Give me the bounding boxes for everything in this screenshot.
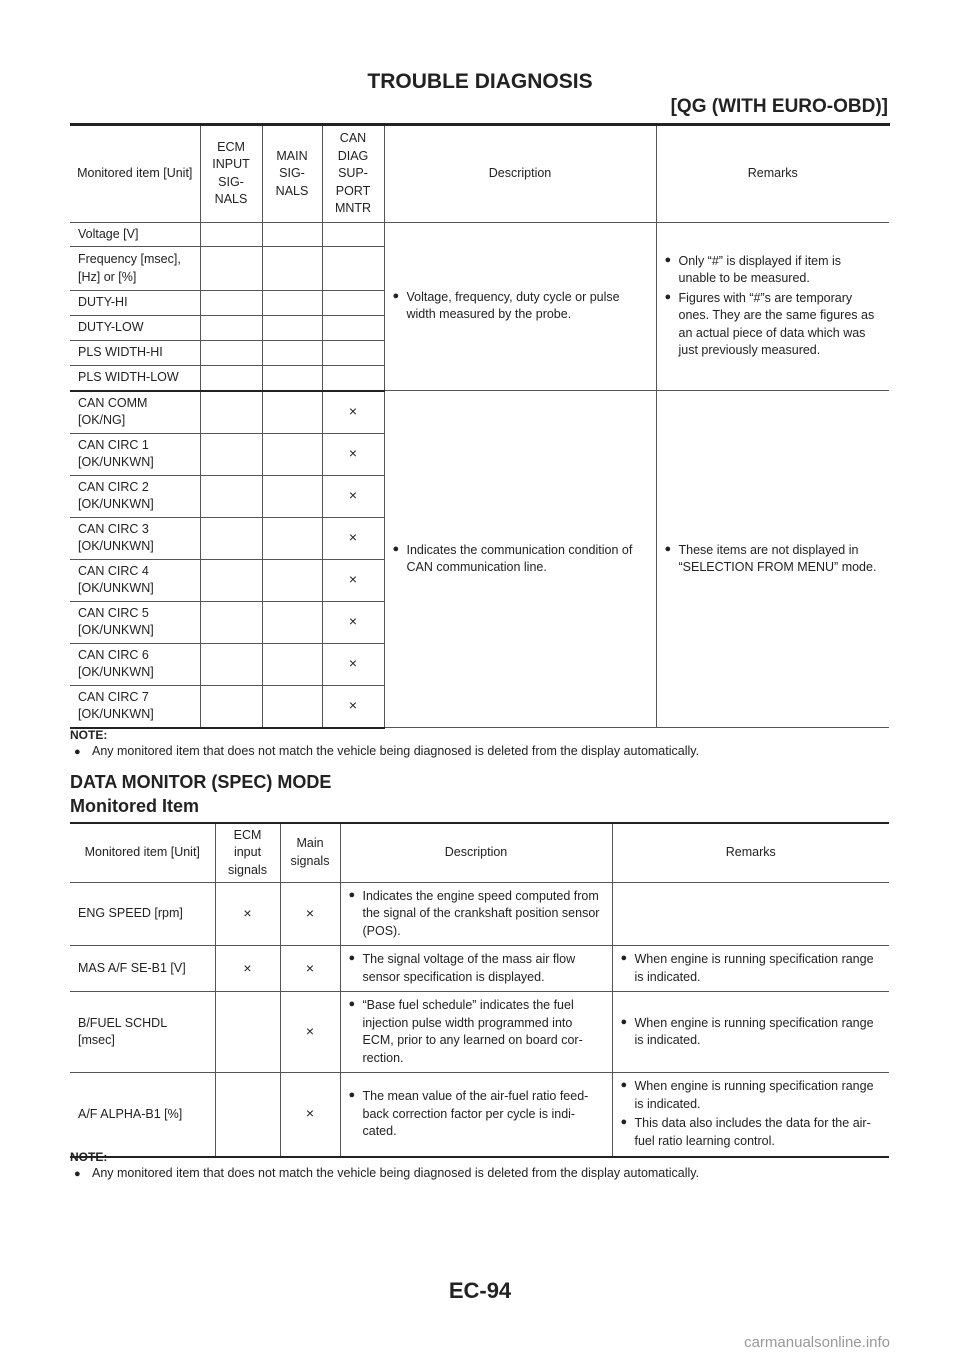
remarks-list — [621, 1015, 882, 1050]
col-header-item: Monitored item [Unit] — [70, 126, 200, 222]
monitored-item: CAN CIRC 3 [OK/UNKWN] — [70, 517, 200, 559]
empty-cell — [262, 685, 322, 728]
table-row — [70, 992, 889, 1073]
note-text: Any monitored item that does not match the vehicle being diagnosed is deleted from the display automatically. — [92, 744, 700, 758]
monitored-item: DUTY-LOW — [70, 316, 200, 341]
remarks-list — [621, 951, 882, 986]
remarks-list — [665, 542, 882, 577]
description-cell — [384, 222, 656, 391]
spec-monitored-items-table — [70, 824, 889, 1158]
monitored-item: CAN CIRC 6 [OK/UNKWN] — [70, 643, 200, 685]
empty-cell — [200, 316, 262, 341]
remarks-list — [621, 1078, 882, 1150]
section-heading: DATA MONITOR (SPEC) MODE — [70, 772, 332, 792]
col-header-main: Main signals — [280, 824, 340, 882]
main-mark: × — [280, 992, 340, 1073]
description-cell — [340, 946, 612, 992]
empty-cell — [322, 247, 384, 291]
watermark: carmanualsonline.info — [744, 1334, 890, 1351]
main-mark: × — [280, 1073, 340, 1157]
bullet-item: ● Indicates the communication condition of CAN communication line. — [393, 542, 648, 577]
empty-cell — [262, 222, 322, 247]
ecm-mark: × — [215, 882, 280, 946]
monitored-item: PLS WIDTH-LOW — [70, 366, 200, 391]
note-text: Any monitored item that does not match the vehicle being diagnosed is deleted from the display automatically. — [92, 1166, 700, 1180]
monitored-item: PLS WIDTH-HI — [70, 341, 200, 366]
description-list — [393, 289, 648, 324]
table-row — [70, 946, 889, 992]
page-subtitle: [QG (WITH EURO-OBD)] — [670, 96, 888, 117]
bullet-item: ● Voltage, frequency, duty cycle or pulse width measured by the probe. — [393, 289, 648, 324]
empty-cell — [200, 643, 262, 685]
description-cell — [340, 1073, 612, 1157]
main-mark: × — [280, 946, 340, 992]
monitored-item: DUTY-HI — [70, 291, 200, 316]
check-mark: × — [322, 517, 384, 559]
empty-cell — [200, 559, 262, 601]
empty-cell — [262, 366, 322, 391]
empty-cell — [322, 222, 384, 247]
bullet-item: ● This data also includes the data for the air-fuel ratio learning control. — [621, 1115, 882, 1150]
remarks-cell — [612, 1073, 889, 1157]
col-header-can: CAN DIAG SUP- PORT MNTR — [322, 126, 384, 222]
description-cell — [340, 992, 612, 1073]
empty-cell — [200, 601, 262, 643]
col-header-item: Monitored item [Unit] — [70, 824, 215, 882]
empty-cell — [262, 316, 322, 341]
empty-cell — [200, 291, 262, 316]
empty-cell — [200, 475, 262, 517]
col-header-description: Description — [340, 824, 612, 882]
empty-cell — [322, 366, 384, 391]
monitored-item: B/FUEL SCHDL [msec] — [70, 992, 215, 1073]
bullet-item: ● The mean value of the air-fuel ratio feed- back correction factor per cycle is indi- cated. — [349, 1088, 604, 1141]
table-row — [70, 1073, 889, 1157]
empty-cell — [262, 291, 322, 316]
empty-cell — [200, 366, 262, 391]
empty-cell — [322, 341, 384, 366]
bullet-item: ● These items are not displayed in “SELECTION FROM MENU” mode. — [665, 542, 882, 577]
bullet-item: ● “Base fuel schedule” indicates the fuel injection pulse width programmed into ECM, prior to any learned on board cor- rection. — [349, 997, 604, 1067]
bullet-item: ● When engine is running specification range is indicated. — [621, 1015, 882, 1050]
description-list — [349, 997, 604, 1067]
empty-cell — [322, 291, 384, 316]
note-2: NOTE: ● Any monitored item that does not match the vehicle being diagnosed is deleted from the display automatically. — [70, 1150, 700, 1180]
empty-cell — [262, 341, 322, 366]
note-label: NOTE: — [70, 1150, 108, 1164]
check-mark: × — [322, 475, 384, 517]
table-row — [70, 222, 889, 247]
empty-cell — [200, 517, 262, 559]
empty-cell — [200, 433, 262, 475]
col-header-ecm: ECM input signals — [215, 824, 280, 882]
empty-cell — [262, 559, 322, 601]
bullet-item: ● The signal voltage of the mass air flow sensor specification is displayed. — [349, 951, 604, 986]
empty-cell — [262, 433, 322, 475]
note-1: NOTE: ● Any monitored item that does not match the vehicle being diagnosed is deleted from the display automatically. — [70, 728, 700, 758]
monitored-item: CAN CIRC 1 [OK/UNKWN] — [70, 433, 200, 475]
description-list — [393, 542, 648, 577]
monitored-item: Voltage [V] — [70, 222, 200, 247]
col-header-remarks: Remarks — [656, 126, 889, 222]
empty-cell — [200, 391, 262, 434]
monitored-item: CAN COMM [OK/NG] — [70, 391, 200, 434]
ecm-mark — [215, 992, 280, 1073]
remarks-cell — [612, 882, 889, 946]
monitored-item: CAN CIRC 4 [OK/UNKWN] — [70, 559, 200, 601]
remarks-cell — [656, 222, 889, 391]
page-number: EC-94 — [448, 1278, 512, 1303]
check-mark: × — [322, 643, 384, 685]
monitored-item: ENG SPEED [rpm] — [70, 882, 215, 946]
monitored-item: CAN CIRC 7 [OK/UNKWN] — [70, 685, 200, 728]
empty-cell — [200, 341, 262, 366]
main-mark: × — [280, 882, 340, 946]
monitored-item: A/F ALPHA-B1 [%] — [70, 1073, 215, 1157]
empty-cell — [262, 643, 322, 685]
check-mark: × — [322, 601, 384, 643]
col-header-main: MAIN SIG- NALS — [262, 126, 322, 222]
table-row — [70, 391, 889, 434]
note-label: NOTE: — [70, 728, 108, 742]
description-cell — [340, 882, 612, 946]
col-header-remarks: Remarks — [612, 824, 889, 882]
empty-cell — [262, 391, 322, 434]
empty-cell — [262, 601, 322, 643]
monitored-item: MAS A/F SE-B1 [V] — [70, 946, 215, 992]
check-mark: × — [322, 433, 384, 475]
check-mark: × — [322, 391, 384, 434]
description-cell — [384, 391, 656, 728]
empty-cell — [200, 247, 262, 291]
page-title: TROUBLE DIAGNOSIS — [367, 70, 593, 93]
description-list — [349, 1088, 604, 1141]
remarks-list — [665, 253, 882, 360]
monitored-item: CAN CIRC 5 [OK/UNKWN] — [70, 601, 200, 643]
description-list — [349, 888, 604, 941]
bullet-item: ● Only “#” is displayed if item is unable to be measured. — [665, 253, 882, 288]
empty-cell — [322, 316, 384, 341]
section-subheading: Monitored Item — [70, 796, 199, 816]
remarks-cell — [612, 992, 889, 1073]
empty-cell — [262, 247, 322, 291]
remarks-cell — [612, 946, 889, 992]
empty-cell — [262, 517, 322, 559]
bullet-item: ● Figures with “#”s are temporary ones. They are the same figures as an actual piece of data which was just previously measured. — [665, 290, 882, 360]
remarks-cell — [656, 391, 889, 728]
monitored-item: CAN CIRC 2 [OK/UNKWN] — [70, 475, 200, 517]
bullet-item: ● When engine is running specification range is indicated. — [621, 951, 882, 986]
ecm-mark: × — [215, 946, 280, 992]
table-row — [70, 882, 889, 946]
description-list — [349, 951, 604, 986]
empty-cell — [262, 475, 322, 517]
col-header-description: Description — [384, 126, 656, 222]
bullet-item: ● When engine is running specification range is indicated. — [621, 1078, 882, 1113]
empty-cell — [200, 222, 262, 247]
empty-cell — [200, 685, 262, 728]
ecm-mark — [215, 1073, 280, 1157]
monitored-item: Frequency [msec], [Hz] or [%] — [70, 247, 200, 291]
check-mark: × — [322, 685, 384, 728]
check-mark: × — [322, 559, 384, 601]
monitored-items-table — [70, 126, 889, 729]
col-header-ecm: ECM INPUT SIG- NALS — [200, 126, 262, 222]
bullet-item: ● Indicates the engine speed computed from the signal of the crankshaft position sensor (POS). — [349, 888, 604, 941]
